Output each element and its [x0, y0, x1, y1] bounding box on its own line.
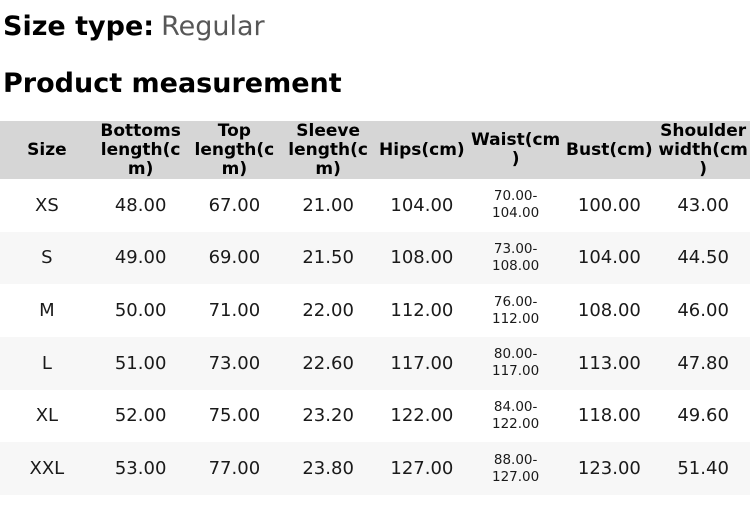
table-row-xs [0, 179, 750, 232]
cell-sleeve-length: 23.20 [302, 405, 354, 427]
cell-top-length: 67.00 [208, 194, 261, 216]
cell-top-length: 77.00 [208, 458, 261, 480]
cell-shoulder-width: 51.40 [677, 458, 729, 480]
cell-hips: 104.00 [390, 194, 454, 216]
cell-bottoms-length: 53.00 [114, 458, 167, 480]
table-row-l [0, 337, 750, 390]
column-header-sleeve-length: Sleeve length(c m) [288, 120, 368, 179]
cell-waist: 84.00-122.00 [492, 398, 540, 432]
cell-bust: 104.00 [577, 247, 641, 269]
cell-sleeve-length: 22.60 [302, 352, 354, 374]
cell-waist: 73.00-108.00 [492, 240, 540, 274]
cell-top-length: 73.00 [208, 352, 261, 374]
cell-top-length: 75.00 [208, 405, 261, 427]
product-measurement-title: Product measurement [3, 68, 342, 99]
cell-bottoms-length: 48.00 [114, 194, 167, 216]
cell-shoulder-width: 43.00 [677, 194, 729, 216]
column-header-bust: Bust(cm) [566, 139, 653, 160]
cell-bust: 108.00 [577, 300, 641, 322]
column-header-shoulder-width: Shoulder width(cm ) [658, 120, 748, 179]
table-row-m [0, 284, 750, 337]
cell-bottoms-length: 49.00 [114, 247, 167, 269]
cell-waist: 76.00-112.00 [492, 293, 540, 327]
cell-bust: 100.00 [577, 194, 641, 216]
cell-size: S [41, 247, 53, 269]
cell-size: XXL [29, 458, 65, 480]
cell-sleeve-length: 22.00 [302, 300, 354, 322]
cell-sleeve-length: 21.50 [302, 247, 354, 269]
cell-bottoms-length: 50.00 [114, 300, 167, 322]
size-type-value: Regular [161, 11, 265, 42]
cell-bottoms-length: 51.00 [114, 352, 167, 374]
cell-bust: 123.00 [577, 458, 641, 480]
cell-bust: 118.00 [577, 405, 641, 427]
cell-shoulder-width: 46.00 [677, 300, 729, 322]
size-type-heading [3, 12, 750, 42]
column-header-hips: Hips(cm) [379, 139, 465, 160]
table-row-s [0, 232, 750, 285]
cell-sleeve-length: 23.80 [302, 458, 354, 480]
cell-bottoms-length: 52.00 [114, 405, 167, 427]
cell-size: XS [34, 194, 59, 216]
column-header-bottoms-length: Bottoms length(c m) [100, 120, 181, 179]
column-header-waist: Waist(cm ) [471, 130, 561, 169]
cell-waist: 80.00-117.00 [492, 346, 540, 380]
cell-hips: 127.00 [390, 458, 454, 480]
cell-size: XL [35, 405, 59, 427]
cell-hips: 108.00 [390, 247, 454, 269]
cell-bust: 113.00 [577, 352, 641, 374]
cell-top-length: 71.00 [208, 300, 261, 322]
cell-waist: 70.00-104.00 [492, 188, 540, 222]
size-chart-section [0, 12, 750, 495]
cell-size: M [39, 300, 55, 322]
table-body [0, 179, 750, 495]
cell-hips: 122.00 [390, 405, 454, 427]
cell-hips: 112.00 [390, 300, 454, 322]
product-measurement-table [0, 121, 750, 495]
table-row-xl [0, 390, 750, 443]
cell-size: L [41, 352, 52, 374]
size-type-label: Size type: [3, 11, 155, 42]
cell-hips: 117.00 [390, 352, 454, 374]
column-header-top-length: Top length(c m) [194, 120, 275, 179]
cell-top-length: 69.00 [208, 247, 261, 269]
table-head [0, 121, 750, 179]
cell-shoulder-width: 44.50 [677, 247, 729, 269]
header-row [0, 121, 750, 179]
cell-waist: 88.00-127.00 [492, 451, 540, 485]
column-header-size: Size [27, 139, 67, 160]
table-row-xxl [0, 442, 750, 495]
cell-sleeve-length: 21.00 [302, 194, 354, 216]
cell-shoulder-width: 49.60 [677, 405, 729, 427]
cell-shoulder-width: 47.80 [677, 352, 729, 374]
